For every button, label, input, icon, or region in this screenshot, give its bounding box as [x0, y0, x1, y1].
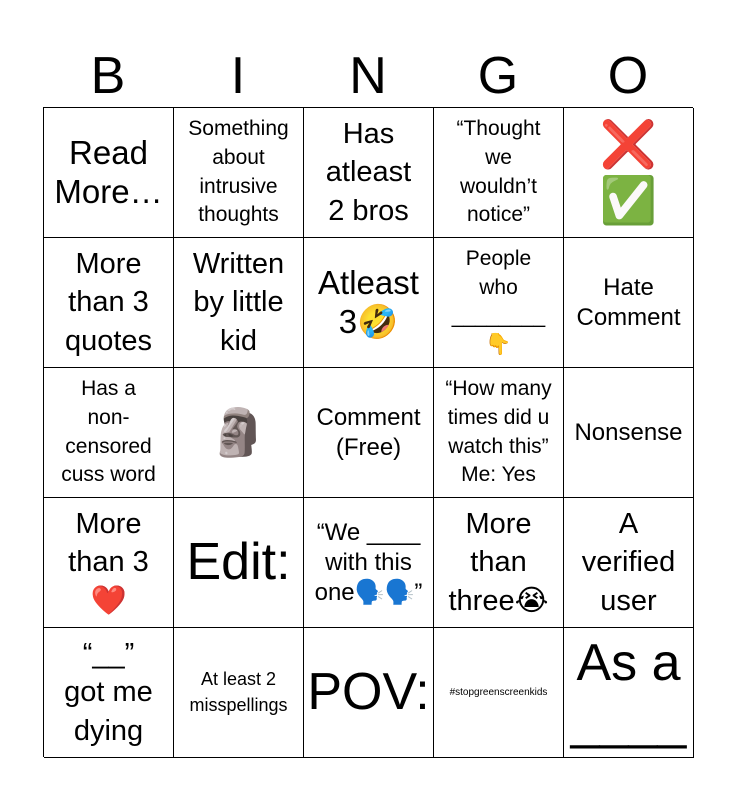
bingo-cell[interactable]: More than 3 quotes	[44, 238, 174, 368]
bingo-cell[interactable]: Edit:	[174, 498, 304, 628]
header-letter-o: O	[607, 47, 649, 105]
bingo-cell[interactable]: #stopgreenscreenkids	[434, 628, 564, 758]
bingo-cell[interactable]: Has a non- censored cuss word	[44, 368, 174, 498]
bingo-cell[interactable]: “__” got me dying	[44, 628, 174, 758]
bingo-cell[interactable]: “We ____ with this one🗣️🗣️”	[304, 498, 434, 628]
bingo-cell[interactable]: People who ________ 👇	[434, 238, 564, 368]
bingo-cell[interactable]: A verified user	[564, 498, 694, 628]
bingo-cell[interactable]: Comment (Free)	[304, 368, 434, 498]
bingo-cell[interactable]: Something about intrusive thoughts	[174, 108, 304, 238]
bingo-cell[interactable]: “How many times did u watch this” Me: Yes	[434, 368, 564, 498]
bingo-cell[interactable]: “Thought we wouldn’t notice”	[434, 108, 564, 238]
bingo-cell[interactable]: POV:	[304, 628, 434, 758]
bingo-board	[43, 107, 693, 757]
bingo-cell[interactable]: Atleast 3🤣	[304, 238, 434, 368]
bingo-cell[interactable]: Nonsense	[564, 368, 694, 498]
header-letter-g: G	[477, 47, 519, 105]
bingo-cell[interactable]: Read More…	[44, 108, 174, 238]
header-letter-i: I	[230, 47, 246, 105]
bingo-cell[interactable]: ❌ ✅	[564, 108, 694, 238]
bingo-cell-free-space[interactable]: 🗿	[174, 368, 304, 498]
bingo-cell[interactable]: Has atleast 2 bros	[304, 108, 434, 238]
bingo-cell[interactable]: Hate Comment	[564, 238, 694, 368]
bingo-cell[interactable]: More than three😭	[434, 498, 564, 628]
header-letter-n: N	[349, 47, 387, 105]
bingo-cell[interactable]: At least 2 misspellings	[174, 628, 304, 758]
bingo-header	[43, 48, 693, 104]
bingo-cell[interactable]: As a ____	[564, 628, 694, 758]
bingo-cell[interactable]: Written by little kid	[174, 238, 304, 368]
bingo-cell[interactable]: More than 3 ❤️	[44, 498, 174, 628]
header-letter-b: B	[90, 47, 126, 105]
